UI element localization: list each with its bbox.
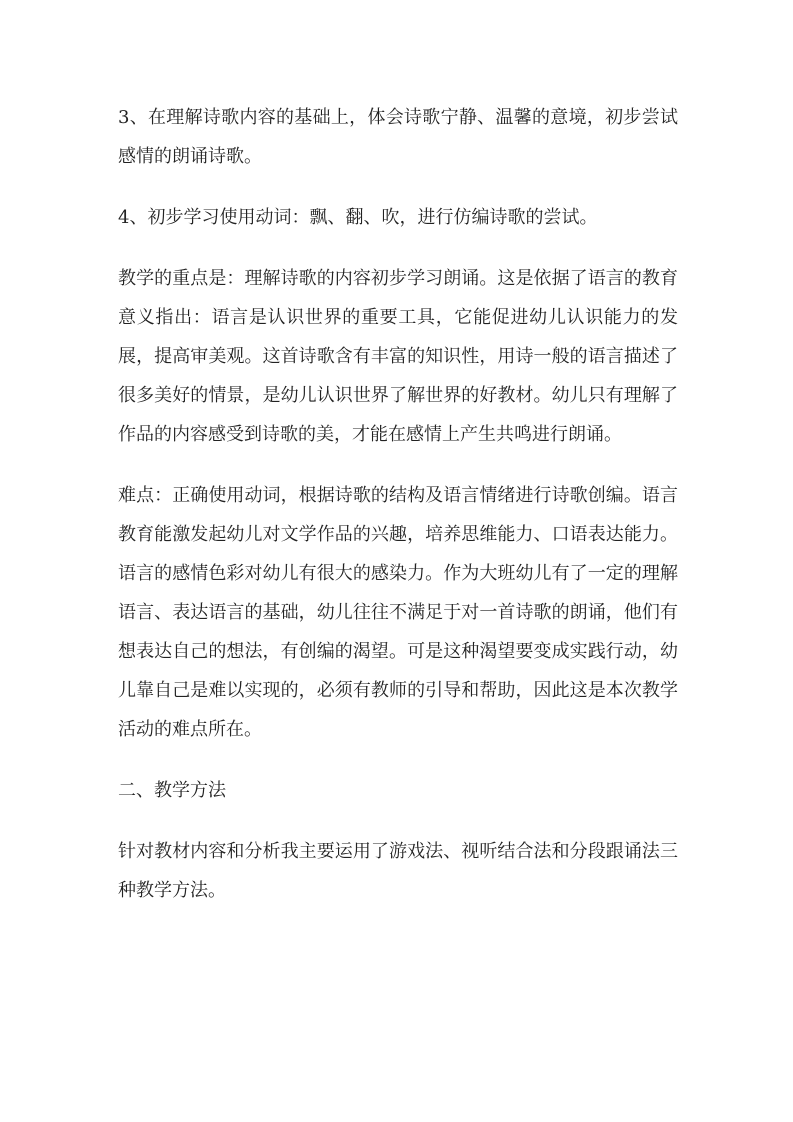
teaching-focus-paragraph: 教学的重点是：理解诗歌的内容初步学习朗诵。这是依据了语言的教育意义指出：语言是认识世界的重要工具，它能促进幼儿认识能力的发展，提高审美观。这首诗歌含有丰富的知识性，用诗一般的语言描述了很多美好的情景，是幼儿认识世界了解世界的好教材。幼儿只有理解了作品的内容感受到诗歌的美，才能在感情上产生共鸣进行朗诵。	[118, 268, 678, 445]
section-heading-teaching-methods: 二、教学方法	[118, 780, 226, 801]
document-body	[118, 98, 678, 932]
objective-4-paragraph: 4、初步学习使用动词：飘、翻、吹，进行仿编诗歌的尝试。	[118, 207, 598, 228]
objective-3-paragraph: 3、在理解诗歌内容的基础上，体会诗歌宁静、温馨的意境，初步尝试感情的朗诵诗歌。	[118, 107, 678, 167]
teaching-methods-paragraph: 针对教材内容和分析我主要运用了游戏法、视听结合法和分段跟诵法三种教学方法。	[118, 841, 678, 901]
teaching-difficulty-paragraph: 难点：正确使用动词，根据诗歌的结构及语言情绪进行诗歌创编。语言教育能激发起幼儿对文学作品的兴趣，培养思维能力、口语表达能力。语言的感情色彩对幼儿有很大的感染力。作为大班幼儿有了一定的理解语言、表达语言的基础，幼儿往往不满足于对一首诗歌的朗诵，他们有想表达自己的想法，有创编的渴望。可是这种渴望要变成实践行动，幼儿靠自己是难以实现的，必须有教师的引导和帮助，因此这是本次教学活动的难点所在。	[118, 485, 678, 740]
